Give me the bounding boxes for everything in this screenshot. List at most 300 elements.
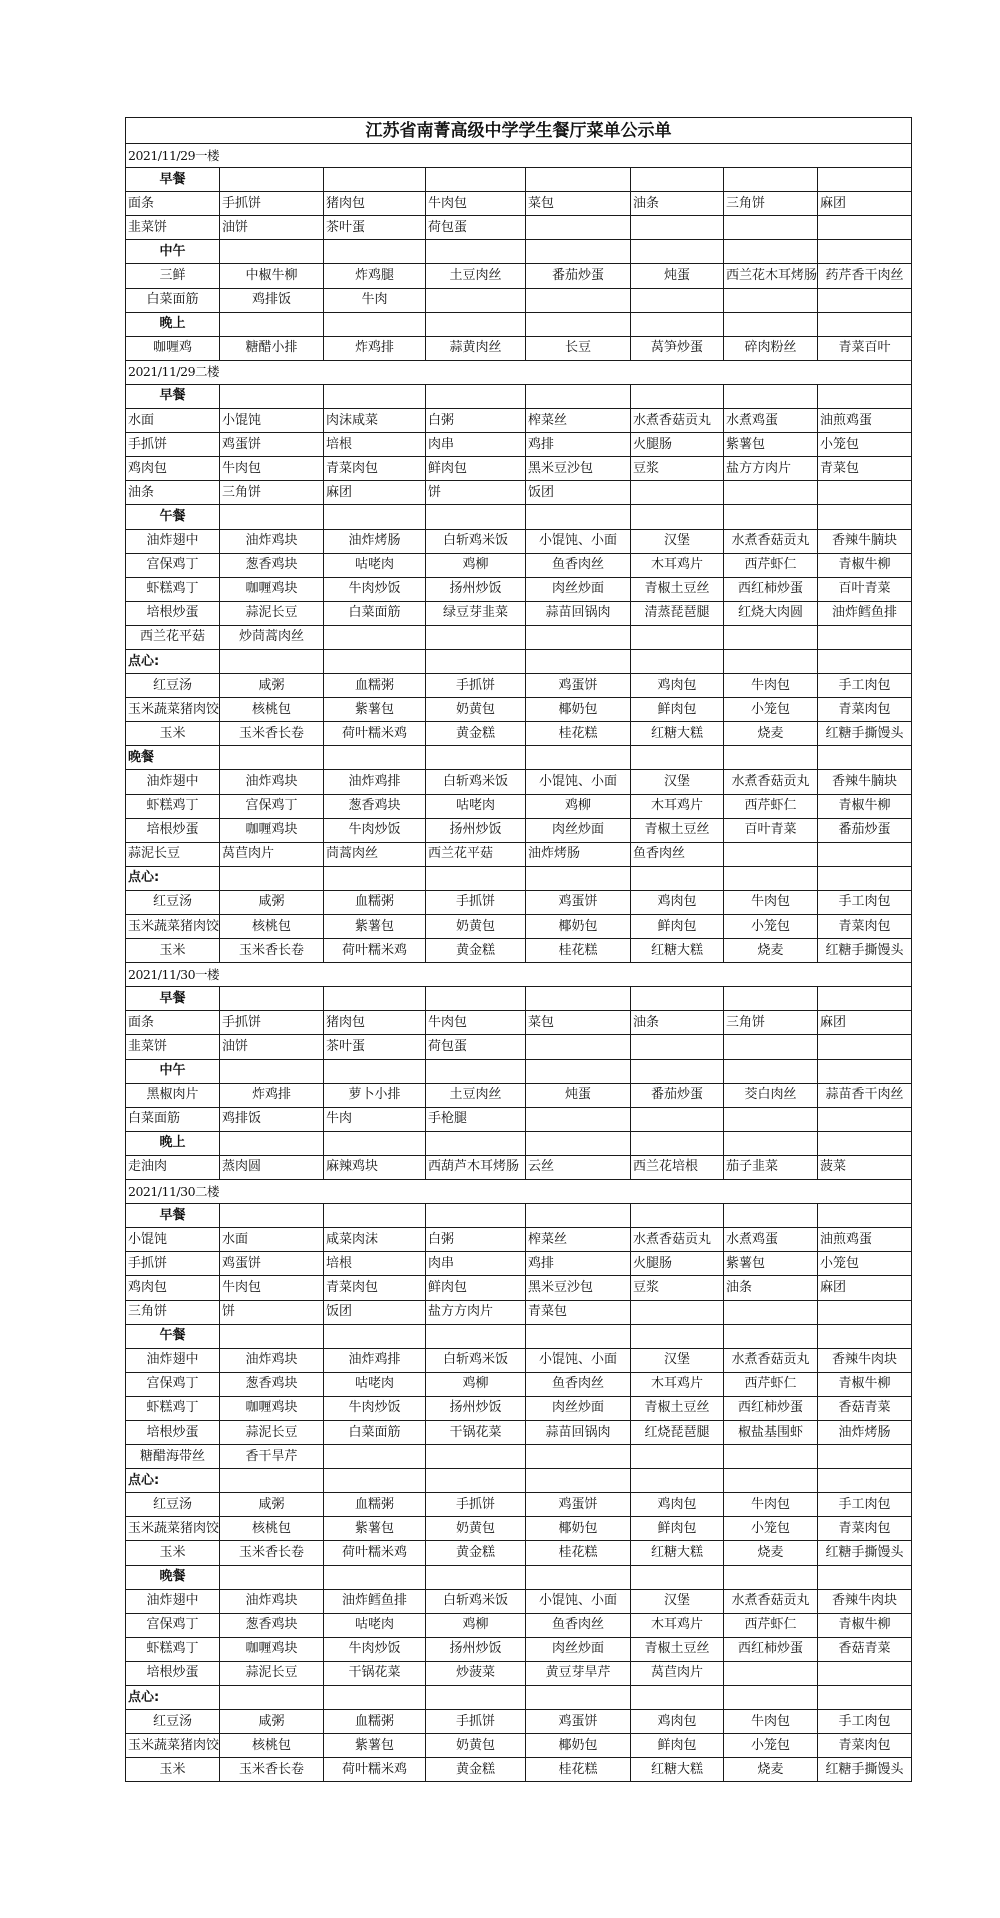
dish-cell: 牛肉 xyxy=(324,1107,426,1131)
empty-cell xyxy=(426,866,526,890)
empty-cell xyxy=(631,1035,724,1059)
empty-cell xyxy=(426,168,526,192)
dish-cell: 青椒土豆丝 xyxy=(631,1637,724,1661)
dish-cell: 扬州炒饭 xyxy=(426,577,526,601)
dish-cell: 红糖大糕 xyxy=(631,1541,724,1565)
empty-cell xyxy=(724,481,818,505)
dish-cell: 饭团 xyxy=(324,1300,426,1324)
dish-cell: 鲜肉包 xyxy=(426,1276,526,1300)
dish-cell: 咕咾肉 xyxy=(426,794,526,818)
dish-cell: 玉米 xyxy=(126,1758,220,1782)
dish-cell: 青椒牛柳 xyxy=(818,1613,912,1637)
dish-cell: 手抓饼 xyxy=(426,890,526,914)
dish-cell: 小笼包 xyxy=(724,698,818,722)
empty-cell xyxy=(324,746,426,770)
meal-label: 午餐 xyxy=(126,505,220,529)
dish-cell: 肉串 xyxy=(426,433,526,457)
dish-cell: 核桃包 xyxy=(220,1517,324,1541)
dish-cell: 油饼 xyxy=(220,216,324,240)
dish-cell: 手抓饼 xyxy=(220,1011,324,1035)
dish-cell: 白斩鸡米饭 xyxy=(426,1348,526,1372)
dish-cell: 炒菠菜 xyxy=(426,1661,526,1685)
dish-cell: 油条 xyxy=(126,481,220,505)
menu-row xyxy=(126,1083,912,1107)
dish-cell: 榨菜丝 xyxy=(526,409,631,433)
empty-cell xyxy=(526,649,631,673)
meal-label: 晚餐 xyxy=(126,746,220,770)
empty-cell xyxy=(818,481,912,505)
dish-cell: 玉米蔬菜猪肉饺 xyxy=(126,698,220,722)
empty-cell xyxy=(818,1059,912,1083)
empty-cell xyxy=(324,1059,426,1083)
dish-cell: 虾糕鸡丁 xyxy=(126,1637,220,1661)
empty-cell xyxy=(426,649,526,673)
empty-cell xyxy=(724,1565,818,1589)
empty-cell xyxy=(724,649,818,673)
menu-row xyxy=(126,1396,912,1420)
dish-cell: 小笼包 xyxy=(818,1252,912,1276)
dish-cell: 血糯粥 xyxy=(324,890,426,914)
empty-cell xyxy=(724,505,818,529)
dish-cell: 黑米豆沙包 xyxy=(526,1276,631,1300)
empty-cell xyxy=(724,1035,818,1059)
dish-cell: 香辣牛肉块 xyxy=(818,1589,912,1613)
empty-cell xyxy=(526,384,631,408)
dish-cell: 西芹虾仁 xyxy=(724,553,818,577)
empty-cell xyxy=(220,1059,324,1083)
dish-cell: 荷叶糯米鸡 xyxy=(324,1758,426,1782)
dish-cell: 玉米香长卷 xyxy=(220,1541,324,1565)
empty-cell xyxy=(724,842,818,866)
empty-cell xyxy=(631,505,724,529)
dish-cell: 饭团 xyxy=(526,481,631,505)
empty-cell xyxy=(324,625,426,649)
dish-cell: 麻团 xyxy=(818,192,912,216)
dish-cell: 鸡肉包 xyxy=(126,457,220,481)
dish-cell: 青椒牛柳 xyxy=(818,1372,912,1396)
empty-cell xyxy=(631,1324,724,1348)
section-date: 2021/11/29二楼 xyxy=(126,360,912,384)
meal-header-row xyxy=(126,1204,912,1228)
dish-cell: 手工肉包 xyxy=(818,1493,912,1517)
menu-row xyxy=(126,1758,912,1782)
dish-cell: 西兰花平菇 xyxy=(126,625,220,649)
empty-cell xyxy=(631,1204,724,1228)
empty-cell xyxy=(426,625,526,649)
empty-cell xyxy=(818,312,912,336)
dish-cell: 牛肉包 xyxy=(724,674,818,698)
dish-cell: 牛肉包 xyxy=(220,1276,324,1300)
dish-cell: 鸡肉包 xyxy=(631,674,724,698)
dish-cell: 葱香鸡块 xyxy=(324,794,426,818)
menu-row xyxy=(126,1420,912,1444)
dish-cell: 小笼包 xyxy=(724,915,818,939)
dish-cell: 油炸翅中 xyxy=(126,529,220,553)
menu-row xyxy=(126,336,912,360)
dish-cell: 菠菜 xyxy=(818,1155,912,1179)
meal-label: 点心: xyxy=(126,1469,220,1493)
dish-cell: 西芹虾仁 xyxy=(724,1613,818,1637)
empty-cell xyxy=(324,240,426,264)
empty-cell xyxy=(818,1107,912,1131)
empty-cell xyxy=(724,288,818,312)
dish-cell: 榨菜丝 xyxy=(526,1228,631,1252)
dish-cell: 水面 xyxy=(126,409,220,433)
menu-row xyxy=(126,698,912,722)
dish-cell: 鸡蛋饼 xyxy=(526,674,631,698)
dish-cell: 茭白肉丝 xyxy=(724,1083,818,1107)
empty-cell xyxy=(818,1300,912,1324)
dish-cell: 小馄饨、小面 xyxy=(526,770,631,794)
empty-cell xyxy=(724,1661,818,1685)
dish-cell: 核桃包 xyxy=(220,915,324,939)
empty-cell xyxy=(724,1686,818,1710)
dish-cell: 红糖手撕馒头 xyxy=(818,722,912,746)
dish-cell: 椰奶包 xyxy=(526,1734,631,1758)
meal-header-row xyxy=(126,384,912,408)
empty-cell xyxy=(324,168,426,192)
menu-row xyxy=(126,577,912,601)
empty-cell xyxy=(526,505,631,529)
empty-cell xyxy=(426,1131,526,1155)
dish-cell: 扬州炒饭 xyxy=(426,1396,526,1420)
dish-cell: 茄子韭菜 xyxy=(724,1155,818,1179)
dish-cell: 百叶青菜 xyxy=(818,577,912,601)
dish-cell: 青菜肉包 xyxy=(818,915,912,939)
dish-cell: 蒸肉圆 xyxy=(220,1155,324,1179)
dish-cell: 宫保鸡丁 xyxy=(220,794,324,818)
dish-cell: 烧麦 xyxy=(724,1758,818,1782)
empty-cell xyxy=(526,1107,631,1131)
dish-cell: 紫薯包 xyxy=(324,698,426,722)
dish-cell: 玉米 xyxy=(126,1541,220,1565)
menu-row xyxy=(126,818,912,842)
dish-cell: 黄金糕 xyxy=(426,1541,526,1565)
menu-row xyxy=(126,794,912,818)
dish-cell: 炸鸡排 xyxy=(220,1083,324,1107)
menu-row xyxy=(126,288,912,312)
empty-cell xyxy=(818,746,912,770)
dish-cell: 手枪腿 xyxy=(426,1107,526,1131)
dish-cell: 菜包 xyxy=(526,1011,631,1035)
dish-cell: 茼蒿肉丝 xyxy=(324,842,426,866)
title-row xyxy=(126,118,912,144)
dish-cell: 牛肉炒饭 xyxy=(324,1396,426,1420)
dish-cell: 鲜肉包 xyxy=(631,698,724,722)
empty-cell xyxy=(631,481,724,505)
dish-cell: 油炸翅中 xyxy=(126,770,220,794)
dish-cell: 三角饼 xyxy=(126,1300,220,1324)
dish-cell: 手工肉包 xyxy=(818,1710,912,1734)
empty-cell xyxy=(631,625,724,649)
dish-cell: 白菜面筋 xyxy=(324,601,426,625)
dish-cell: 面条 xyxy=(126,1011,220,1035)
empty-cell xyxy=(818,866,912,890)
dish-cell: 咸粥 xyxy=(220,674,324,698)
menu-row xyxy=(126,1035,912,1059)
dish-cell: 油炸翅中 xyxy=(126,1589,220,1613)
dish-cell: 肉丝炒面 xyxy=(526,577,631,601)
empty-cell xyxy=(818,1445,912,1469)
empty-cell xyxy=(631,216,724,240)
section-date: 2021/11/30一楼 xyxy=(126,963,912,987)
dish-cell: 椰奶包 xyxy=(526,915,631,939)
dish-cell: 麻辣鸡块 xyxy=(324,1155,426,1179)
dish-cell: 西红柿炒蛋 xyxy=(724,1637,818,1661)
dish-cell: 紫薯包 xyxy=(724,1252,818,1276)
dish-cell: 鱼香肉丝 xyxy=(526,553,631,577)
dish-cell: 小馄饨、小面 xyxy=(526,529,631,553)
dish-cell: 紫薯包 xyxy=(324,1734,426,1758)
dish-cell: 红烧琵琶腿 xyxy=(631,1420,724,1444)
empty-cell xyxy=(220,1324,324,1348)
dish-cell: 鸡蛋饼 xyxy=(220,433,324,457)
empty-cell xyxy=(426,505,526,529)
empty-cell xyxy=(631,649,724,673)
dish-cell: 烧麦 xyxy=(724,722,818,746)
dish-cell: 咖喱鸡 xyxy=(126,336,220,360)
empty-cell xyxy=(724,625,818,649)
dish-cell: 蒜泥长豆 xyxy=(220,1420,324,1444)
dish-cell: 宫保鸡丁 xyxy=(126,1613,220,1637)
dish-cell: 水煮香菇贡丸 xyxy=(724,770,818,794)
dish-cell: 白粥 xyxy=(426,409,526,433)
dish-cell: 鸡蛋饼 xyxy=(526,1493,631,1517)
menu-row xyxy=(126,1300,912,1324)
dish-cell: 干锅花菜 xyxy=(324,1661,426,1685)
dish-cell: 汉堡 xyxy=(631,770,724,794)
dish-cell: 韭菜饼 xyxy=(126,216,220,240)
menu-row xyxy=(126,192,912,216)
empty-cell xyxy=(526,625,631,649)
menu-row xyxy=(126,1661,912,1685)
dish-cell: 油条 xyxy=(631,192,724,216)
empty-cell xyxy=(220,866,324,890)
dish-cell: 葱香鸡块 xyxy=(220,1613,324,1637)
dish-cell: 莴笋炒蛋 xyxy=(631,336,724,360)
dish-cell: 油饼 xyxy=(220,1035,324,1059)
meal-label: 早餐 xyxy=(126,168,220,192)
dish-cell: 番茄炒蛋 xyxy=(526,264,631,288)
meal-header-row xyxy=(126,866,912,890)
section-date: 2021/11/30二楼 xyxy=(126,1180,912,1204)
empty-cell xyxy=(526,1131,631,1155)
dish-cell: 炖蛋 xyxy=(631,264,724,288)
dish-cell: 奶黄包 xyxy=(426,915,526,939)
dish-cell: 黄金糕 xyxy=(426,1758,526,1782)
dish-cell: 油炸鸡块 xyxy=(220,770,324,794)
menu-row xyxy=(126,1155,912,1179)
dish-cell: 鸡肉包 xyxy=(631,1493,724,1517)
dish-cell: 西兰花平菇 xyxy=(426,842,526,866)
dish-cell: 红糖手撕馒头 xyxy=(818,1541,912,1565)
dish-cell: 培根 xyxy=(324,433,426,457)
dish-cell: 油煎鸡蛋 xyxy=(818,1228,912,1252)
empty-cell xyxy=(526,1204,631,1228)
dish-cell: 香干旱芹 xyxy=(220,1445,324,1469)
meal-label: 午餐 xyxy=(126,1324,220,1348)
dish-cell: 麻团 xyxy=(818,1276,912,1300)
empty-cell xyxy=(631,384,724,408)
empty-cell xyxy=(220,987,324,1011)
dish-cell: 青菜肉包 xyxy=(818,1734,912,1758)
menu-row xyxy=(126,409,912,433)
dish-cell: 鲜肉包 xyxy=(631,1734,724,1758)
dish-cell: 咕咾肉 xyxy=(324,1613,426,1637)
dish-cell: 核桃包 xyxy=(220,1734,324,1758)
meal-label: 早餐 xyxy=(126,1204,220,1228)
empty-cell xyxy=(818,1661,912,1685)
dish-cell: 豆浆 xyxy=(631,1276,724,1300)
dish-cell: 肉沫咸菜 xyxy=(324,409,426,433)
empty-cell xyxy=(818,1204,912,1228)
dish-cell: 蒜苗香干肉丝 xyxy=(818,1083,912,1107)
dish-cell: 炒茼蒿肉丝 xyxy=(220,625,324,649)
empty-cell xyxy=(818,168,912,192)
empty-cell xyxy=(724,1107,818,1131)
empty-cell xyxy=(220,649,324,673)
dish-cell: 荷叶糯米鸡 xyxy=(324,722,426,746)
empty-cell xyxy=(724,1469,818,1493)
menu-row xyxy=(126,433,912,457)
dish-cell: 鸡排饭 xyxy=(220,288,324,312)
dish-cell: 荷包蛋 xyxy=(426,1035,526,1059)
empty-cell xyxy=(324,649,426,673)
menu-row xyxy=(126,1348,912,1372)
dish-cell: 面条 xyxy=(126,192,220,216)
empty-cell xyxy=(631,1107,724,1131)
dish-cell: 蒜泥长豆 xyxy=(220,1661,324,1685)
dish-cell: 青椒土豆丝 xyxy=(631,818,724,842)
dish-cell: 咖喱鸡块 xyxy=(220,577,324,601)
dish-cell: 玉米蔬菜猪肉饺 xyxy=(126,1517,220,1541)
menu-row xyxy=(126,1493,912,1517)
dish-cell: 香辣牛腩块 xyxy=(818,770,912,794)
dish-cell: 绿豆芽韭菜 xyxy=(426,601,526,625)
dish-cell: 咸粥 xyxy=(220,1493,324,1517)
dish-cell: 白斩鸡米饭 xyxy=(426,1589,526,1613)
empty-cell xyxy=(220,1204,324,1228)
menu-row xyxy=(126,601,912,625)
dish-cell: 扬州炒饭 xyxy=(426,1637,526,1661)
empty-cell xyxy=(324,505,426,529)
dish-cell: 玉米 xyxy=(126,939,220,963)
meal-header-row xyxy=(126,1686,912,1710)
dish-cell: 萝卜小排 xyxy=(324,1083,426,1107)
dish-cell: 三鲜 xyxy=(126,264,220,288)
menu-row xyxy=(126,625,912,649)
dish-cell: 油炸鳕鱼排 xyxy=(818,601,912,625)
dish-cell: 香辣牛腩块 xyxy=(818,529,912,553)
dish-cell: 咕咾肉 xyxy=(324,1372,426,1396)
meal-label: 点心: xyxy=(126,1686,220,1710)
empty-cell xyxy=(426,1445,526,1469)
empty-cell xyxy=(526,1035,631,1059)
dish-cell: 鱼香肉丝 xyxy=(526,1613,631,1637)
dish-cell: 土豆肉丝 xyxy=(426,264,526,288)
empty-cell xyxy=(426,746,526,770)
dish-cell: 牛肉包 xyxy=(220,457,324,481)
dish-cell: 油条 xyxy=(724,1276,818,1300)
dish-cell: 小笼包 xyxy=(724,1517,818,1541)
menu-row xyxy=(126,1541,912,1565)
empty-cell xyxy=(220,1686,324,1710)
menu-row xyxy=(126,890,912,914)
empty-cell xyxy=(324,1445,426,1469)
empty-cell xyxy=(631,1686,724,1710)
dish-cell: 百叶青菜 xyxy=(724,818,818,842)
dish-cell: 水面 xyxy=(220,1228,324,1252)
empty-cell xyxy=(631,1300,724,1324)
dish-cell: 油煎鸡蛋 xyxy=(818,409,912,433)
empty-cell xyxy=(724,1204,818,1228)
dish-cell: 小馄饨 xyxy=(220,409,324,433)
empty-cell xyxy=(324,1686,426,1710)
dish-cell: 炸鸡排 xyxy=(324,336,426,360)
empty-cell xyxy=(324,1204,426,1228)
empty-cell xyxy=(526,987,631,1011)
empty-cell xyxy=(426,1565,526,1589)
dish-cell: 手抓饼 xyxy=(426,674,526,698)
dish-cell: 牛肉包 xyxy=(724,1493,818,1517)
dish-cell: 虾糕鸡丁 xyxy=(126,577,220,601)
empty-cell xyxy=(426,240,526,264)
section-date-row xyxy=(126,1180,912,1204)
dish-cell: 虾糕鸡丁 xyxy=(126,1396,220,1420)
empty-cell xyxy=(724,1131,818,1155)
dish-cell: 鲜肉包 xyxy=(426,457,526,481)
dish-cell: 青菜百叶 xyxy=(818,336,912,360)
dish-cell: 韭菜饼 xyxy=(126,1035,220,1059)
empty-cell xyxy=(526,216,631,240)
dish-cell: 干锅花菜 xyxy=(426,1420,526,1444)
dish-cell: 饼 xyxy=(426,481,526,505)
dish-cell: 荷叶糯米鸡 xyxy=(324,1541,426,1565)
dish-cell: 红烧大肉圆 xyxy=(724,601,818,625)
dish-cell: 手工肉包 xyxy=(818,674,912,698)
dish-cell: 小馄饨、小面 xyxy=(526,1589,631,1613)
section-date: 2021/11/29一楼 xyxy=(126,144,912,168)
empty-cell xyxy=(426,1204,526,1228)
dish-cell: 培根炒蛋 xyxy=(126,1420,220,1444)
dish-cell: 油炸鸡排 xyxy=(324,770,426,794)
menu-row xyxy=(126,842,912,866)
dish-cell: 小笼包 xyxy=(818,433,912,457)
dish-cell: 手抓饼 xyxy=(220,192,324,216)
menu-row xyxy=(126,1613,912,1637)
dish-cell: 手抓饼 xyxy=(126,1252,220,1276)
dish-cell: 西兰花木耳烤肠 xyxy=(724,264,818,288)
menu-row xyxy=(126,1011,912,1035)
dish-cell: 玉米蔬菜猪肉饺 xyxy=(126,915,220,939)
empty-cell xyxy=(724,1324,818,1348)
meal-label: 早餐 xyxy=(126,384,220,408)
dish-cell: 蒜泥长豆 xyxy=(220,601,324,625)
dish-cell: 肉丝炒面 xyxy=(526,818,631,842)
dish-cell: 油炸烤肠 xyxy=(324,529,426,553)
menu-row xyxy=(126,481,912,505)
dish-cell: 牛肉炒饭 xyxy=(324,818,426,842)
dish-cell: 鸡肉包 xyxy=(631,1710,724,1734)
empty-cell xyxy=(631,168,724,192)
meal-header-row xyxy=(126,649,912,673)
dish-cell: 肉丝炒面 xyxy=(526,1396,631,1420)
meal-label: 中午 xyxy=(126,240,220,264)
meal-label: 晚上 xyxy=(126,1131,220,1155)
dish-cell: 宫保鸡丁 xyxy=(126,553,220,577)
meal-header-row xyxy=(126,1131,912,1155)
dish-cell: 牛肉包 xyxy=(426,192,526,216)
